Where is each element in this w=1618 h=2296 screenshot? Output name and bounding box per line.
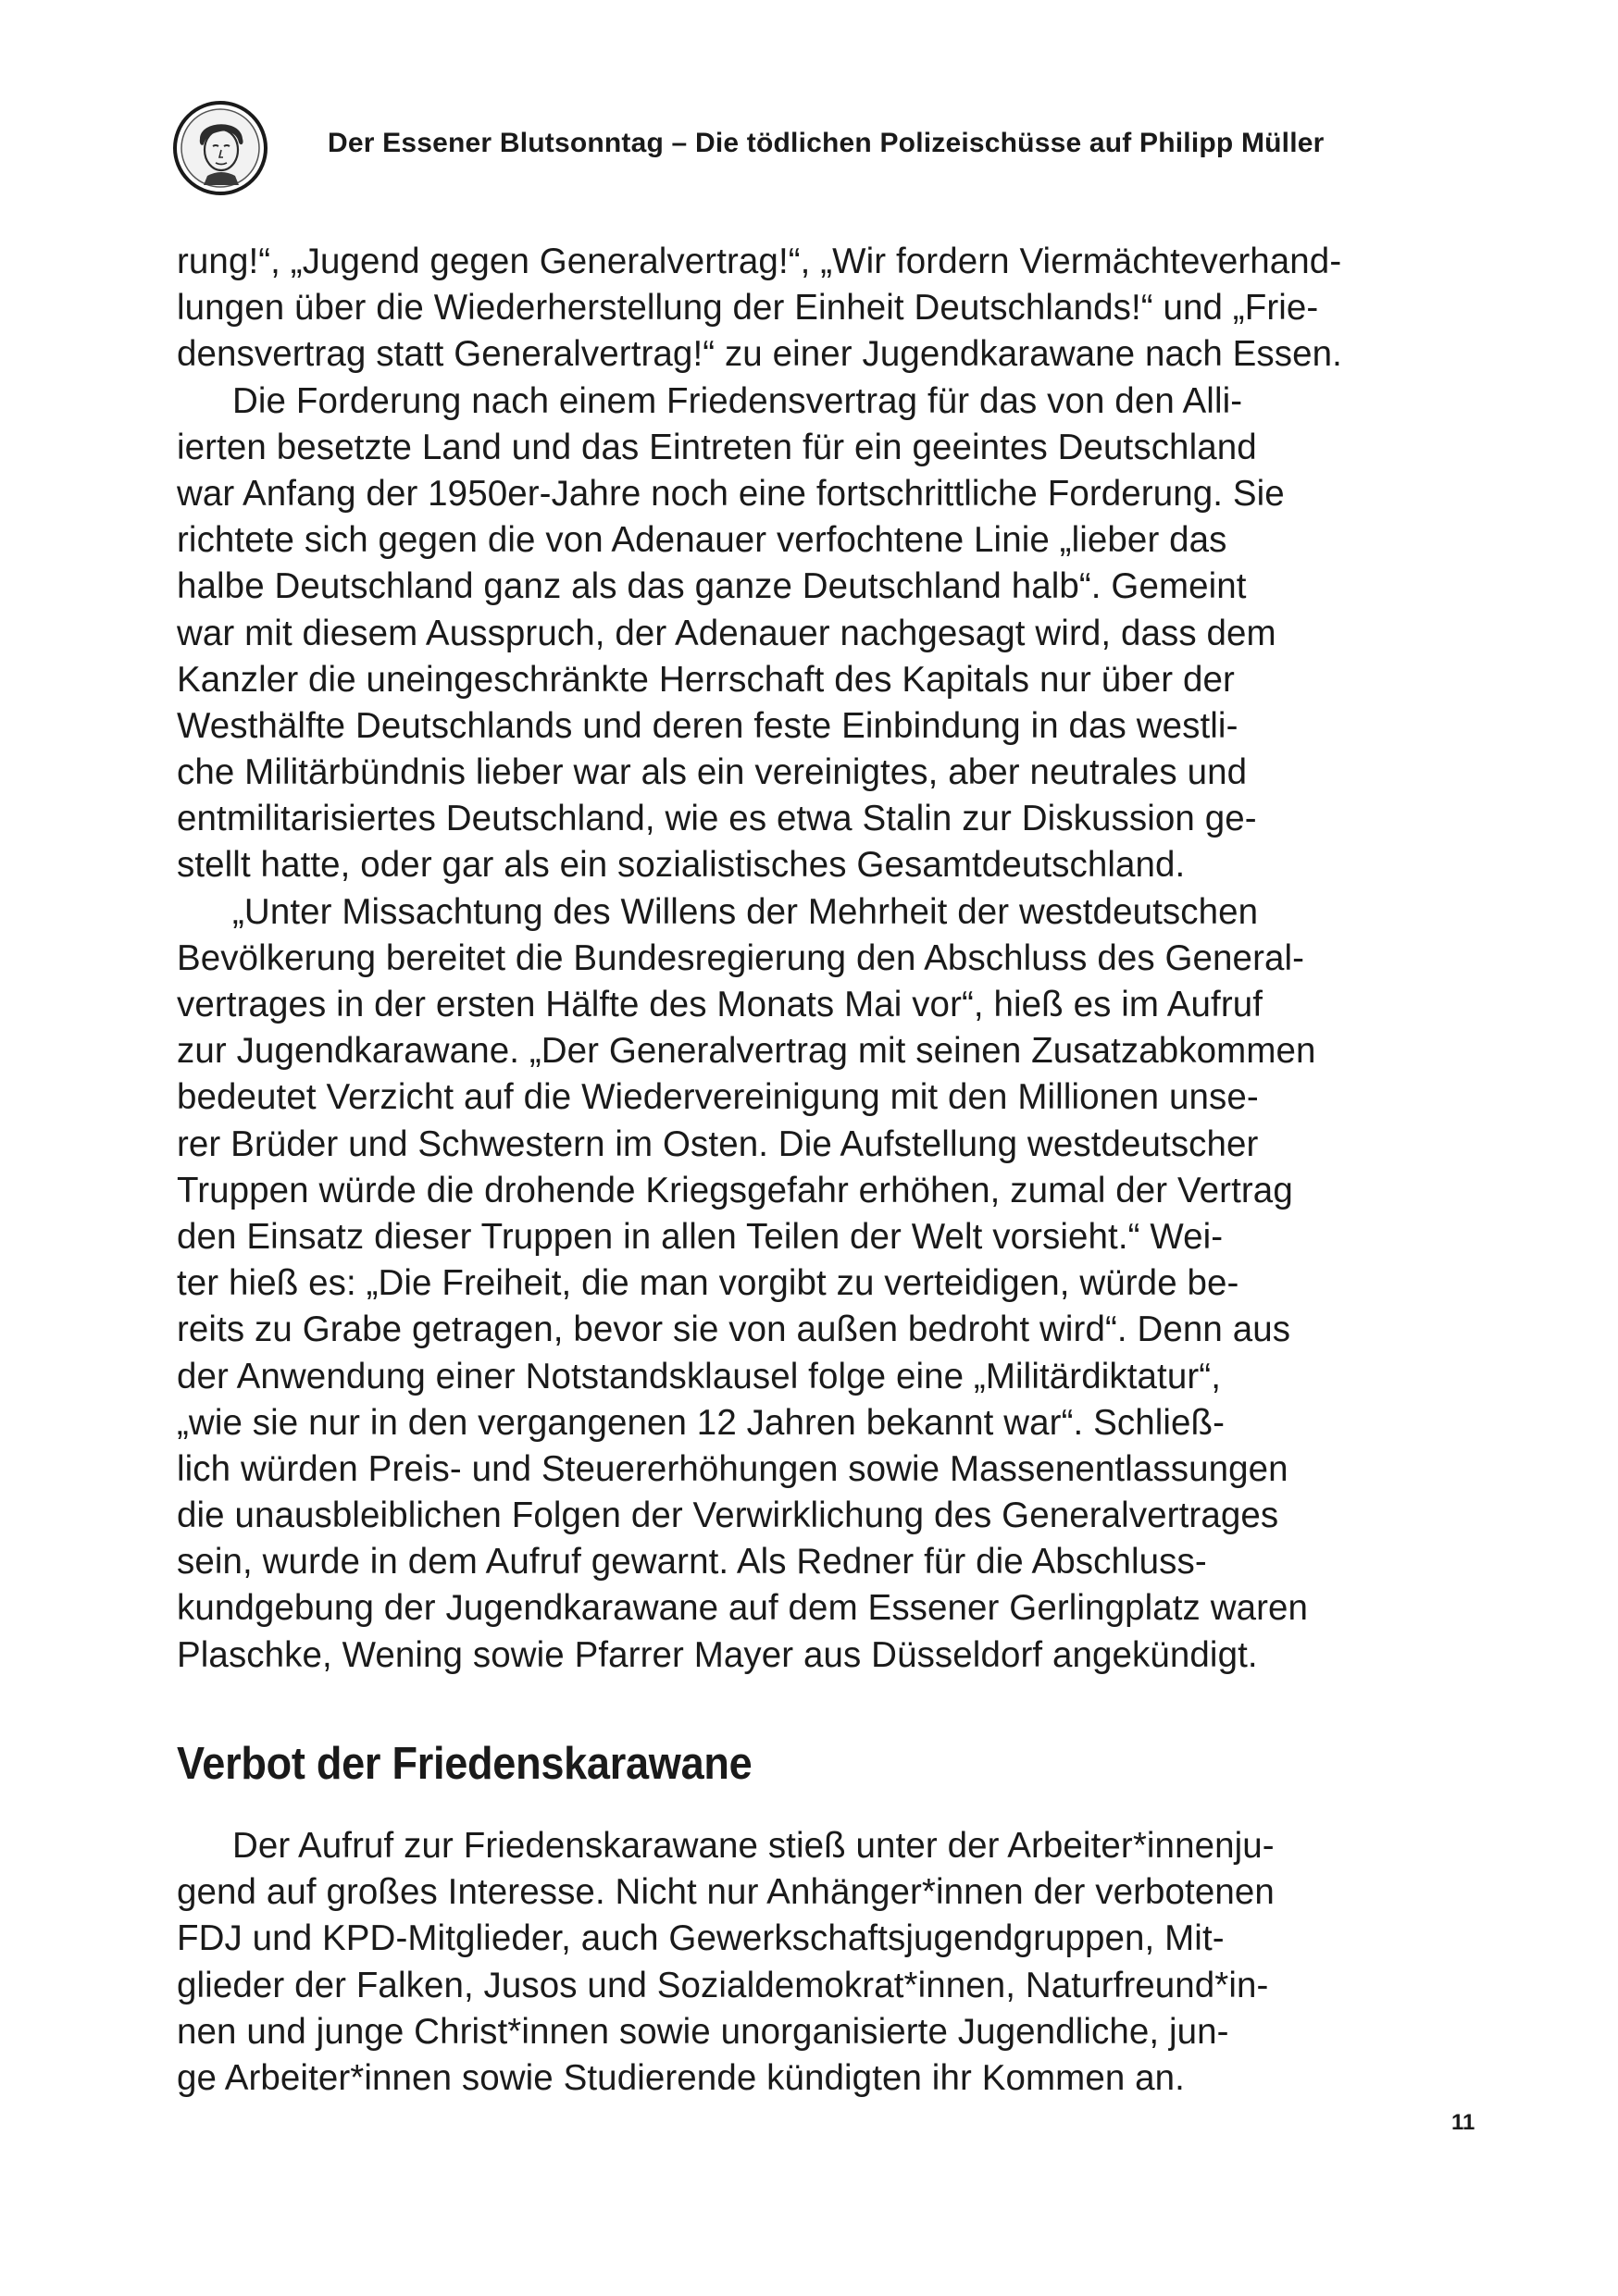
text-line: richtete sich gegen die von Adenauer verfochtene Linie „lieber das bbox=[177, 520, 1227, 561]
text-line: die unausbleiblichen Folgen der Verwirklichung des Generalvertrages bbox=[177, 1496, 1279, 1536]
text-line: kundgebung der Jugendkarawane auf dem Essener Gerlingplatz waren bbox=[177, 1588, 1309, 1629]
text-line: FDJ und KPD-Mitglieder, auch Gewerkschaftsjugendgruppen, Mit- bbox=[177, 1918, 1225, 1959]
text-line: ierten besetzte Land und das Eintreten für ein geeintes Deutschland bbox=[177, 427, 1257, 467]
section-heading: Verbot der Friedenskarawane bbox=[177, 1739, 753, 1789]
text-line: ge Arbeiter*innen sowie Studierende kündigten ihr Kommen an. bbox=[177, 2057, 1185, 2098]
text-line: vertrages in der ersten Hälfte des Monats Mai vor“, hieß es im Aufruf bbox=[177, 985, 1263, 1024]
text-line: che Militärbündnis lieber war als ein vereinigtes, aber neutrales und bbox=[177, 752, 1248, 793]
text-line: lich würden Preis- und Steuererhöhungen sowie Massenentlassungen bbox=[177, 1448, 1288, 1489]
text-line: halbe Deutschland ganz als das ganze Deutschland halb“. Gemeint bbox=[177, 566, 1247, 607]
text-line: reits zu Grabe getragen, bevor sie von außen bedroht wird“. Denn aus bbox=[177, 1309, 1291, 1350]
text-line: bedeutet Verzicht auf die Wiedervereinigung mit den Millionen unse- bbox=[177, 1077, 1259, 1118]
text-line: sein, wurde in dem Aufruf gewarnt. Als Redner für die Abschluss- bbox=[177, 1542, 1207, 1582]
text-line: lungen über die Wiederherstellung der Einheit Deutschlands!“ und „Frie- bbox=[177, 288, 1319, 329]
text-line: Plaschke, Wening sowie Pfarrer Mayer aus Düsseldorf angekündigt. bbox=[177, 1634, 1258, 1675]
text-line: rung!“, „Jugend gegen Generalvertrag!“, „Wir fordern Viermächteverhand- bbox=[177, 242, 1342, 281]
text-line: der Anwendung einer Notstandsklausel folge eine „Militärdiktatur“, bbox=[177, 1356, 1221, 1396]
text-line: stellt hatte, oder gar als ein sozialistisches Gesamtdeutschland. bbox=[177, 845, 1186, 886]
page-header bbox=[172, 100, 1431, 202]
text-line: war mit diesem Ausspruch, der Adenauer nachgesagt wird, dass dem bbox=[177, 613, 1276, 653]
text-line: „Unter Missachtung des Willens der Mehrheit der westdeutschen bbox=[232, 891, 1259, 932]
page-number: 11 bbox=[1451, 2110, 1475, 2135]
text-line: densvertrag statt Generalvertrag!“ zu einer Jugendkarawane nach Essen. bbox=[177, 334, 1342, 375]
text-line: Truppen würde die drohende Kriegsgefahr erhöhen, zumal der Vertrag bbox=[177, 1170, 1293, 1210]
body-text bbox=[177, 239, 1417, 1679]
text-line: Der Aufruf zur Friedenskarawane stieß unter der Arbeiter*innenju- bbox=[232, 1826, 1275, 1866]
text-line: Kanzler die uneingeschränkte Herrschaft des Kapitals nur über der bbox=[177, 659, 1235, 700]
section-body-text bbox=[177, 1823, 1417, 2102]
text-line: gend auf großes Interesse. Nicht nur Anhänger*innen der verbotenen bbox=[177, 1872, 1275, 1913]
text-line: glieder der Falken, Jusos und Sozialdemokrat*innen, Naturfreund*in- bbox=[177, 1965, 1269, 2005]
text-line: ter hieß es: „Die Freiheit, die man vorgibt zu verteidigen, würde be- bbox=[177, 1263, 1239, 1304]
text-line: Die Forderung nach einem Friedensvertrag für das von den Alli- bbox=[232, 380, 1243, 421]
text-line: entmilitarisiertes Deutschland, wie es etwa Stalin zur Diskussion ge- bbox=[177, 799, 1257, 839]
text-line: Bevölkerung bereitet die Bundesregierung den Abschluss des General- bbox=[177, 937, 1305, 978]
text-line: „wie sie nur in den vergangenen 12 Jahren bekannt war“. Schließ- bbox=[177, 1402, 1226, 1443]
text-line: nen und junge Christ*innen sowie unorganisierte Jugendliche, jun- bbox=[177, 2011, 1229, 2052]
text-line: den Einsatz dieser Truppen in allen Teilen der Welt vorsieht.“ Wei- bbox=[177, 1216, 1224, 1257]
running-head: Der Essener Blutsonntag – Die tödlichen Polizeischüsse auf Philipp Müller bbox=[328, 128, 1325, 158]
text-line: rer Brüder und Schwestern im Osten. Die Aufstellung westdeutscher bbox=[177, 1123, 1259, 1164]
text-line: Westhälfte Deutschlands und deren feste Einbindung in das westli- bbox=[177, 705, 1238, 746]
portrait-medallion-icon bbox=[172, 100, 268, 196]
text-line: zur Jugendkarawane. „Der Generalvertrag mit seinen Zusatzabkommen bbox=[177, 1031, 1316, 1072]
text-line: war Anfang der 1950er-Jahre noch eine fortschrittliche Forderung. Sie bbox=[177, 473, 1285, 514]
